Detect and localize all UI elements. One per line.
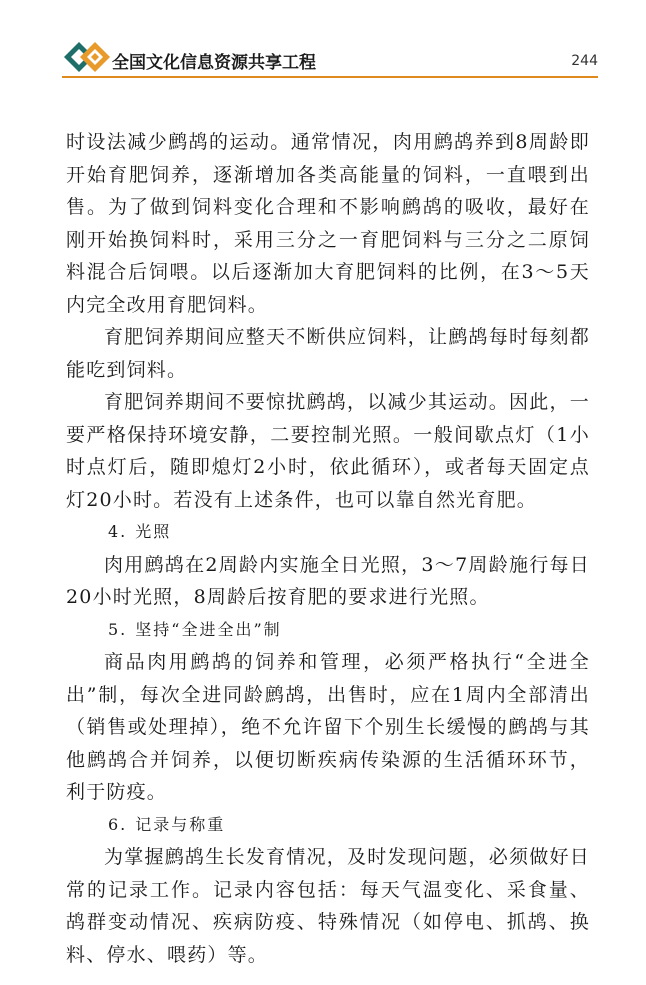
section-heading-records	[66, 809, 590, 842]
paragraph-quiet-environment: 育肥饲养期间不要惊扰鹧鸪，以减少其运动。因此，一要严格保持环境安静，二要控制光照。一般间歇点灯（1小时点灯后，随即熄灯2小时，依此循环），或者每天固定点灯20小时。若没有上述条件，也可以靠自然光育肥。	[66, 391, 590, 511]
page-number: 244	[571, 53, 598, 69]
section-title: 坚持“全进全出”制	[135, 619, 282, 639]
section-heading-all-in-all-out	[66, 614, 590, 647]
page-header	[62, 40, 598, 76]
section-title: 记录与称重	[135, 814, 226, 834]
paragraph-feeding-supply: 育肥饲养期间应整天不断供应饲料，让鹧鸪每时每刻都能吃到饲料。	[66, 326, 590, 381]
paragraph-records: 为掌握鹧鸪生长发育情况，及时发现问题，必须做好日常的记录工作。记录内容包括：每天气温变化、采食量、鸪群变动情况、疾病防疫、特殊情况（如停电、抓鸪、换料、停水、喂药）等。	[66, 846, 590, 966]
page-body	[66, 126, 590, 971]
header-divider	[62, 76, 598, 78]
section-number: 6.	[108, 814, 128, 834]
section-title: 光照	[135, 522, 172, 541]
section-heading-lighting	[66, 516, 590, 549]
section-number: 5.	[108, 619, 128, 639]
paragraph-continued: 时设法减少鹧鸪的运动。通常情况，肉用鹧鸪养到8周龄即开始育肥饲养，逐渐增加各类高能量的饲料，一直喂到出售。为了做到饲料变化合理和不影响鹧鸪的吸收，最好在刚开始换饲料时，采用三分之一育肥饲料与三分之二原饲料混合后饲喂。以后逐渐加大育肥饲料的比例，在3～5天内完全改用育肥饲料。	[66, 131, 590, 316]
header-title: 全国文化信息资源共享工程	[112, 53, 316, 73]
paragraph-all-in-all-out: 商品肉用鹧鸪的饲养和管理，必须严格执行“全进全出”制，每次全进同龄鹧鸪，出售时，应在1周内全部清出（销售或处理掉），绝不允许留下个别生长缓慢的鹧鸪与其他鹧鸪合并饲养，以便切断疾病传染源的生活循环环节，利于防疫。	[66, 651, 590, 803]
paragraph-lighting: 肉用鹧鸪在2周龄内实施全日光照，3～7周龄施行每日20小时光照，8周龄后按育肥的要求进行光照。	[66, 553, 590, 608]
diamond-logo-icon	[62, 40, 114, 74]
section-number: 4.	[108, 522, 128, 541]
